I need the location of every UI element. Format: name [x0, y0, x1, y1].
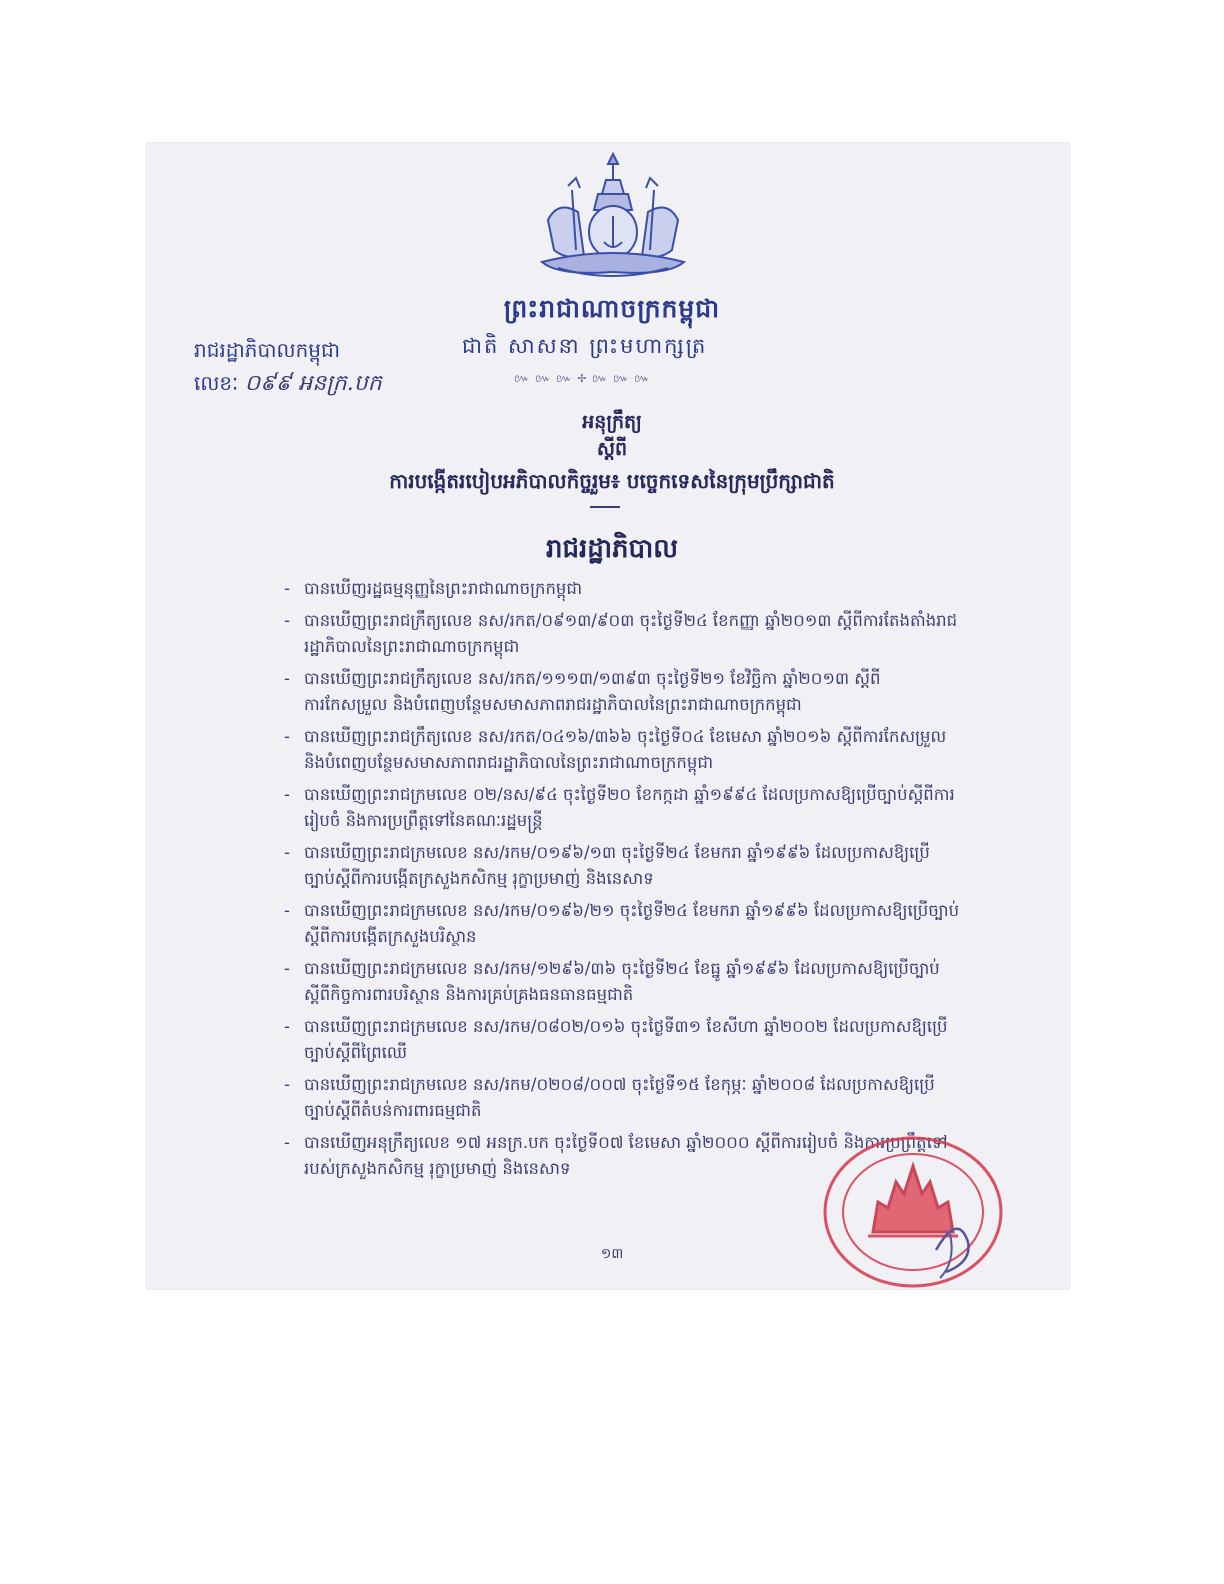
list-item: - បានឃើញព្រះរាជក្រមលេខ នស/រកម/០១៩៦/១៣ ចុះថ្ងៃទី២៤ ខែមករា ឆ្នាំ១៩៩៦ ដែលប្រកាសឱ្យប្រើច្បាប់ស្តីពីការបង្កើតក្រសួងកសិកម្ម រុក្ខាប្រមាញ់ និងនេសាទ	[284, 843, 930, 888]
issuer-name: រាជរដ្ឋាភិបាលកម្ពុជា	[194, 338, 340, 362]
document-on: ស្តីពី	[596, 438, 628, 460]
list-item: - បានឃើញព្រះរាជក្រឹត្យលេខ នស/រកត/០៩១៣/៩០៣ ចុះថ្ងៃទី២៤ ខែកញ្ញា ឆ្នាំ២០១៣ ស្តីពីការតែងតាំងរាជរដ្ឋាភិបាលនៃព្រះរាជាណាចក្រកម្ពុជា	[284, 611, 958, 656]
list-item: - បានឃើញព្រះរាជក្រមលេខ នស/រកម/០១៩៦/២១ ចុះថ្ងៃទី២៤ ខែមករា ឆ្នាំ១៩៩៦ ដែលប្រកាសឱ្យប្រើច្បាប់ស្តីពីការបង្កើតក្រសួងបរិស្ថាន	[284, 901, 960, 946]
list-item: - បានឃើញរដ្ឋធម្មនុញ្ញនៃព្រះរាជាណាចក្រកម្ពុជា	[284, 579, 583, 598]
list-item: - បានឃើញព្រះរាជក្រមលេខ ០២/នស/៩៤ ចុះថ្ងៃទី២០ ខែកក្កដា ឆ្នាំ១៩៩៤ ដែលប្រកាសឱ្យប្រើច្បាប់ស្តីពីការរៀបចំ និងការប្រព្រឹត្តទៅនៃគណៈរដ្ឋមន្ត្រី	[284, 785, 955, 830]
national-motto: ជាតិ សាសនា ព្រះមហាក្សត្រ	[462, 334, 708, 358]
document-subject: ការបង្កើតរបៀបអភិបាលកិច្ចរួម៖ បច្ចេកទេសនៃក្រុមប្រឹក្សាជាតិ	[389, 469, 835, 493]
reference-number	[194, 369, 382, 401]
reference-label: លេខៈ	[194, 371, 239, 395]
preamble-list	[284, 576, 960, 1188]
page-number: ១៣	[600, 1246, 624, 1262]
list-item: - បានឃើញព្រះរាជក្រមលេខ នស/រកម/១២៩៦/៣៦ ចុះថ្ងៃទី២៤ ខែធ្នូ ឆ្នាំ១៩៩៦ ដែលប្រកាសឱ្យប្រើច្បាប់ស្តីពីកិច្ចការពារបរិស្ថាន និងការគ្រប់គ្រងធនធានធម្មជាតិ	[284, 959, 940, 1004]
reference-value: ០៩៩ អនក្រ.បក	[244, 371, 382, 396]
motto-ornament: ៚ ៚ ៚ ✢ ៚ ៚ ៚	[514, 372, 651, 385]
royal-coat-of-arms-emblem	[528, 150, 698, 288]
title-divider	[590, 506, 620, 508]
kingdom-title: ព្រះរាជាណាចក្រកម្ពុជា	[503, 294, 721, 323]
list-item: - បានឃើញព្រះរាជក្រមលេខ នស/រកម/០២០៨/០០៧ ចុះថ្ងៃទី១៥ ខែកុម្ភៈ ឆ្នាំ២០០៨ ដែលប្រកាសឱ្យប្រើច្បាប់ស្តីពីតំបន់ការពារធម្មជាតិ	[284, 1075, 935, 1120]
body-heading: រាជរដ្ឋាភិបាល	[545, 534, 679, 564]
list-item: - បានឃើញព្រះរាជក្រឹត្យលេខ នស/រកត/១១១៣/១៣៩៣ ចុះថ្ងៃទី២១ ខែវិច្ឆិកា ឆ្នាំ២០១៣ ស្តីពីការកែសម្រួល និងបំពេញបន្ថែមសមាសភាពរាជរដ្ឋាភិបាលនៃព្រះរាជាណាចក្រកម្ពុជា	[284, 669, 881, 714]
official-seal-stamp	[818, 1132, 1008, 1292]
list-item: - បានឃើញព្រះរាជក្រមលេខ នស/រកម/០៨០២/០១៦ ចុះថ្ងៃទី៣១ ខែសីហា ឆ្នាំ២០០២ ដែលប្រកាសឱ្យប្រើច្បាប់ស្តីពីព្រៃឈើ	[284, 1017, 948, 1062]
list-item: - បានឃើញព្រះរាជក្រឹត្យលេខ នស/រកត/០៤១៦/៣៦៦ ចុះថ្ងៃទី០៤ ខែមេសា ឆ្នាំ២០១៦ ស្តីពីការកែសម្រួល និងបំពេញបន្ថែមសមាសភាពរាជរដ្ឋាភិបាលនៃព្រះរាជាណាចក្រកម្ពុជា	[284, 727, 947, 772]
document-type: អនុក្រឹត្យ	[582, 411, 642, 433]
list-item: - បានឃើញអនុក្រឹត្យលេខ ១៧ អនក្រ.បក ចុះថ្ងៃទី០៧ ខែមេសា ឆ្នាំ២០០០ ស្តីពីការរៀបចំ និងការប្រព្រឹត្តទៅរបស់ក្រសួងកសិកម្ម រុក្ខាប្រមាញ់ និងនេសាទ	[284, 1133, 948, 1178]
